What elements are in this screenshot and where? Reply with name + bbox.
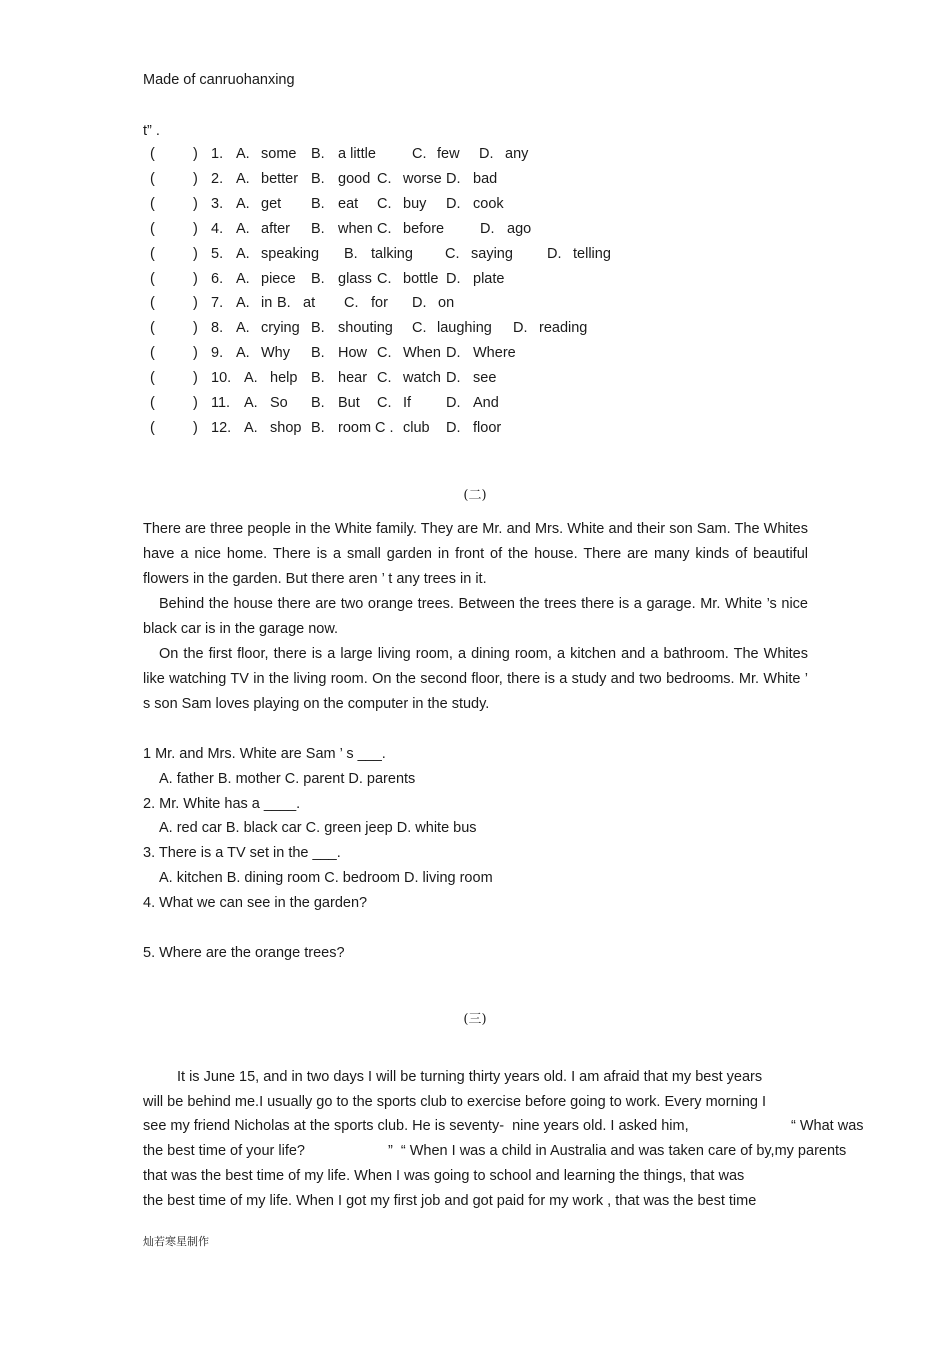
answer-paren-open: ( [150, 245, 155, 262]
option-a-letter: A. [236, 220, 250, 237]
item-number: 3. [211, 195, 224, 212]
option-b-letter: B. [311, 370, 325, 387]
answer-paren-open: ( [150, 146, 155, 162]
answer-paren-open: ( [150, 345, 155, 362]
option-a-letter: A. [236, 146, 250, 162]
passage-line: the best time of your life? [143, 1143, 305, 1159]
answer-paren-close: ) [193, 170, 198, 187]
passage-line: that was the best time of my life. When I was going to school and learning the things, that was [143, 1168, 745, 1184]
option-a-letter: A. [236, 195, 250, 212]
option-c-letter: C. [412, 320, 427, 337]
answer-paren-close: ) [193, 146, 198, 162]
item-number: 4. [211, 220, 224, 237]
answer-paren-close: ) [193, 370, 198, 387]
item-number: 1. [211, 146, 224, 162]
option-d-text: telling [573, 245, 611, 262]
option-b-text: eat [338, 195, 359, 212]
option-b-letter: B. [311, 220, 325, 237]
option-c-text: club [403, 419, 430, 436]
item-number: 10. [211, 370, 232, 387]
option-b-letter: B. [311, 320, 325, 337]
page-header: Made of canruohanxing [143, 72, 295, 88]
option-a-text: shop [270, 419, 302, 436]
cloze-row [0, 343, 950, 363]
question-2-options: A. red car B. black car C. green jeep D. white bus [159, 820, 477, 836]
passage-line: ” “ When I was a child in Australia and was taken care of by,my parents [388, 1143, 847, 1159]
option-b-text: hear [338, 370, 368, 387]
option-b-letter: B. [311, 419, 325, 436]
option-a-text: Why [261, 345, 290, 362]
option-d-letter: D. [412, 295, 427, 312]
option-b-letter: B. [311, 170, 325, 187]
item-number: 11. [211, 395, 231, 411]
option-d-letter: D. [446, 419, 461, 436]
option-d-letter: D. [446, 170, 461, 187]
option-b-text: room [338, 419, 372, 436]
option-d-letter: D. [446, 270, 461, 287]
cloze-row [0, 194, 950, 214]
option-c-text: for [371, 295, 388, 312]
cloze-row [0, 368, 950, 388]
answer-paren-close: ) [193, 270, 198, 287]
passage-line: will be behind me.I usually go to the sports club to exercise before going to work. Every morning I [143, 1094, 767, 1110]
question-1-options: A. father B. mother C. parent D. parents [159, 771, 416, 787]
option-b-text: a little [338, 146, 376, 162]
option-d-letter: D. [446, 395, 461, 411]
option-c-text: buy [403, 195, 427, 212]
option-c-text: before [403, 220, 445, 237]
item-number: 7. [211, 295, 224, 312]
item-number: 9. [211, 345, 224, 362]
option-b-text: glass [338, 270, 372, 287]
option-a-letter: A. [236, 320, 250, 337]
passage-line: It is June 15, and in two days I will be turning thirty years old. I am afraid that my best years [177, 1069, 763, 1085]
option-d-text: floor [473, 419, 502, 436]
cloze-row [0, 318, 950, 338]
section-three-title: (三) [463, 1012, 487, 1027]
option-c-text: bottle [403, 270, 439, 287]
option-c-letter: C. [377, 345, 392, 362]
answer-paren-close: ) [193, 295, 198, 312]
option-d-text: And [473, 395, 499, 411]
passage-line: see my friend Nicholas at the sports club. He is seventy- nine years old. I asked him, [143, 1118, 689, 1134]
option-a-letter: A. [236, 295, 250, 312]
option-b-text: good [338, 170, 371, 187]
section-two-passage [143, 517, 808, 717]
option-a-letter: A. [236, 170, 250, 187]
answer-paren-close: ) [193, 345, 198, 362]
answer-paren-open: ( [150, 295, 155, 312]
section-two-title: (二) [463, 488, 487, 503]
option-c-letter: C. [377, 170, 392, 187]
option-c-text: saying [471, 245, 513, 262]
option-a-text: better [261, 170, 299, 187]
option-d-text: any [505, 146, 529, 162]
option-a-text: some [261, 146, 297, 162]
item-number: 6. [211, 270, 224, 287]
passage-line: the best time of my life. When I got my first job and got paid for my work , that was the best time [143, 1193, 757, 1209]
option-c-text: watch [403, 370, 441, 387]
question-3: 3. There is a TV set in the ___. [143, 845, 341, 861]
option-c-text: worse [403, 170, 442, 187]
option-a-text: in [261, 295, 273, 312]
answer-paren-open: ( [150, 320, 155, 337]
option-c-letter: C. [377, 270, 392, 287]
option-a-letter: A. [244, 395, 258, 411]
option-d-text: plate [473, 270, 505, 287]
answer-paren-open: ( [150, 170, 155, 187]
option-a-letter: A. [236, 270, 250, 287]
option-b-text: How [338, 345, 368, 362]
answer-paren-close: ) [193, 220, 198, 237]
option-a-text: crying [261, 320, 300, 337]
option-d-letter: D. [479, 146, 494, 162]
option-d-text: see [473, 370, 497, 387]
answer-paren-open: ( [150, 220, 155, 237]
cloze-row [0, 418, 950, 438]
option-c-letter: C. [377, 195, 392, 212]
option-b-text: at [303, 295, 316, 312]
option-a-text: piece [261, 270, 296, 287]
option-a-text: So [270, 395, 288, 411]
option-b-letter: B. [277, 295, 291, 312]
answer-paren-close: ) [193, 320, 198, 337]
option-c-text: When [403, 345, 441, 362]
answer-paren-close: ) [193, 395, 198, 411]
answer-paren-open: ( [150, 270, 155, 287]
option-b-letter: B. [311, 146, 325, 162]
option-c-letter: C. [377, 220, 392, 237]
question-1: 1 Mr. and Mrs. White are Sam ’ s ___. [143, 746, 386, 762]
question-4: 4. What we can see in the garden? [143, 895, 368, 911]
option-b-letter: B. [311, 195, 325, 212]
option-d-text: bad [473, 170, 498, 187]
answer-paren-open: ( [150, 370, 155, 387]
option-d-letter: D. [547, 245, 562, 262]
option-b-letter: B. [311, 395, 325, 411]
option-a-text: help [270, 370, 298, 387]
question-3-options: A. kitchen B. dining room C. bedroom D. living room [159, 870, 493, 886]
option-d-letter: D. [513, 320, 528, 337]
passage-paragraph: Behind the house there are two orange trees. Between the trees there is a garage. Mr. White ’s nice black car is in the garage now. [143, 596, 808, 637]
option-c-text: few [437, 146, 460, 162]
option-c-letter: C. [344, 295, 359, 312]
option-a-text: after [261, 220, 291, 237]
option-c-letter: C. [412, 146, 427, 162]
answer-paren-open: ( [150, 195, 155, 212]
cloze-row [0, 244, 950, 264]
question-5: 5. Where are the orange trees? [143, 945, 345, 961]
cloze-trailing-quote: t” . [143, 123, 160, 139]
passage-line: “ What was [791, 1118, 864, 1134]
option-d-letter: D. [480, 220, 495, 237]
cloze-row [0, 219, 950, 239]
option-b-text: when [338, 220, 373, 237]
option-d-text: cook [473, 195, 504, 212]
option-a-text: get [261, 195, 282, 212]
option-a-letter: A. [244, 419, 258, 436]
option-d-text: reading [539, 320, 588, 337]
option-b-text: But [338, 395, 360, 411]
option-c-letter: C . [375, 419, 394, 436]
option-c-text: laughing [437, 320, 492, 337]
option-b-letter: B. [344, 245, 358, 262]
cloze-row [0, 269, 950, 289]
item-number: 5. [211, 245, 224, 262]
cloze-row [0, 293, 950, 313]
option-d-text: Where [473, 345, 516, 362]
option-b-letter: B. [311, 345, 325, 362]
option-c-letter: C. [445, 245, 460, 262]
option-b-letter: B. [311, 270, 325, 287]
cloze-row [0, 144, 950, 164]
option-a-letter: A. [236, 245, 250, 262]
option-d-letter: D. [446, 370, 461, 387]
item-number: 8. [211, 320, 224, 337]
answer-paren-open: ( [150, 395, 155, 411]
cloze-row [0, 393, 950, 413]
item-number: 12. [211, 419, 232, 436]
answer-paren-close: ) [193, 419, 198, 436]
option-d-text: on [438, 295, 455, 312]
option-d-letter: D. [446, 345, 461, 362]
answer-paren-open: ( [150, 419, 155, 436]
passage-paragraph: There are three people in the White family. They are Mr. and Mrs. White and their son Sam. The Whites have a nice home. There is a small garden in front of the house. There are many kinds of beautiful flowers in the garden. But there aren ’ t any trees in it. [143, 521, 808, 587]
option-d-text: ago [507, 220, 532, 237]
option-c-letter: C. [377, 370, 392, 387]
answer-paren-close: ) [193, 245, 198, 262]
question-2: 2. Mr. White has a ____. [143, 796, 301, 812]
option-a-letter: A. [236, 345, 250, 362]
option-c-letter: C. [377, 395, 392, 411]
option-c-text: If [403, 395, 412, 411]
answer-paren-close: ) [193, 195, 198, 212]
option-b-text: shouting [338, 320, 393, 337]
page-footer: 灿若寒星制作 [143, 1235, 209, 1248]
option-b-text: talking [371, 245, 413, 262]
passage-paragraph: On the first floor, there is a large living room, a dining room, a kitchen and a bathroom. The Whites like watching TV in the living room. On the second floor, there is a study and two bedrooms. Mr. White ’ s son Sam loves playing on the computer in the study. [143, 646, 808, 712]
cloze-row [0, 169, 950, 189]
item-number: 2. [211, 170, 224, 187]
option-a-text: speaking [261, 245, 320, 262]
option-a-letter: A. [244, 370, 258, 387]
option-d-letter: D. [446, 195, 461, 212]
